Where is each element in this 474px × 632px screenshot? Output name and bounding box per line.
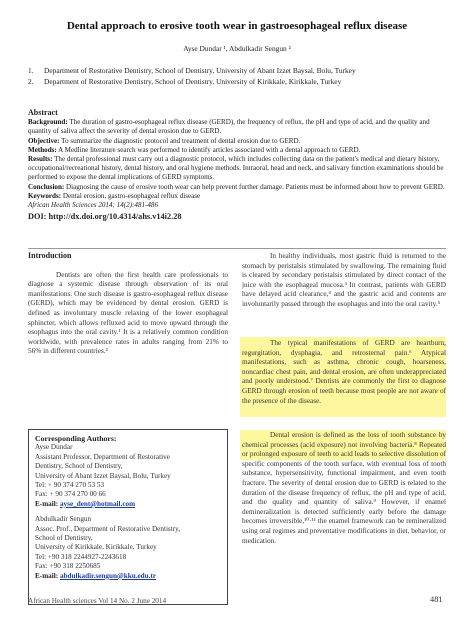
author1-email-row (35, 500, 221, 509)
label: Keywords: (28, 191, 62, 200)
text: A Medline literature search was performed to identify articles associated with a dental approach to GERD. (58, 145, 361, 154)
author2-line: University of Kirikkale, Kirikkale, Turkey (35, 543, 157, 552)
text: Dental erosion, gastro-esophageal reflux disease (62, 191, 201, 200)
affiliation-text: Department of Restorative Dentistry, School of Dentistry, University of Kirikkale, Kirikkale, Turkey (44, 76, 342, 86)
author2-line: Tel: +90 318 2244927-2243618 (35, 552, 127, 561)
label: Objective: (28, 136, 60, 145)
citation: African Health Sciences 2014; 14(2):481-486 (28, 201, 159, 210)
label: Background: (28, 118, 68, 127)
affiliation-text: Department of Restorative Dentistry, School of Dentistry, University of Abant Izzet Baysal, Bolu, Turkey (44, 66, 356, 75)
author2-email-row (35, 572, 221, 581)
author1-line: Tel: + 90 374 270 53 53 (35, 481, 105, 490)
affiliation-2 (28, 77, 458, 88)
author1-line: Fax: + 90 374 270 00 66 (35, 490, 106, 499)
abstract-results (28, 155, 452, 183)
journal-footer: African Health sciences Vol 14 No. 2 June 2014 (28, 597, 167, 605)
article-title: Dental approach to erosive tooth wear in gastroesophageal reflux disease (66, 20, 408, 32)
author-list: Ayse Dundar ¹, Abdulkadir Sengun ² (183, 44, 291, 53)
author2-line: Assoc. Prof., Department of Restorative Dentistry, (35, 524, 181, 533)
author1-line: Dentistry, School of Dentistry, (35, 462, 123, 471)
email-label: E-mail: (35, 571, 59, 580)
label: Methods: (28, 145, 57, 154)
paragraph-text: Repeated or prolonged exposure of teeth to acid leads to selective dissolution of specific components of the tooth surface, with eventual loss of tooth substance, hypersensitivity, functional impairment, and even tooth fracture. The severity of dental erosion due to GERD is related to the duration of the disease frequency of reflux, the pH and type of acid, and the quality and quantity of saliva.⁹ However, if enamel demineralization is detected sufficiently early before the damage becomes irreversible,¹⁰·¹¹ the enamel framework can be remineralized using oral regimes and preventative modifications in diet, behavior, or medication. (242, 440, 447, 545)
email-label: E-mail: (35, 499, 59, 508)
author1-line: Ayse Dundar (35, 443, 73, 452)
highlighted-text: Dental erosion is defined as the loss of tooth substance by chemical processes (acid exposure) not involving bacteria.⁸ (242, 431, 446, 449)
abstract-objective (28, 137, 452, 146)
right-paragraph-3 (242, 431, 446, 546)
page-number: 481 (430, 595, 443, 604)
corresponding-heading: Corresponding Authors: (35, 434, 117, 443)
author2-line: Fax: +90 318 2250685 (35, 562, 101, 571)
section-divider (28, 248, 446, 249)
affiliation-number: 1. (28, 66, 34, 75)
intro-paragraph: Dentists are often the first health care professionals to diagnose a systemic disease through observation of its oral manifestations. One such disease is gastro-esophageal reflux disease (GERD), which may be evidenced by dental erosion. GERD is defined as involuntary muscle relaxing of the lower esophageal sphincter, which allows refluxed acid to move upward through the esophagus into the oral cavity.¹ It is a relatively common condition worldwide, with prevalence rates in adults ranging from 21% to 56% in different countries.² (28, 270, 228, 356)
abstract-background (28, 118, 452, 136)
left-column (28, 251, 228, 357)
abstract-keywords (28, 192, 452, 201)
author1-email-link[interactable]: ayse_dent@hotmail.com (59, 499, 136, 508)
doi-link[interactable]: DOI: http://dx.doi.org/10.4314/ahs.v14i2.28 (28, 212, 182, 222)
author2-line: School of Dentistry, (35, 534, 93, 543)
text: The dental professional must carry out a diagnostic protocol, which includes collecting data on the patient's medical and dietary history, occupational/recreational history, dental history, and oral hygiene methods. Intraoral, head and neck, and salivary function examinations should be performed to expose the dental implications of GERD symptoms. (28, 155, 444, 182)
text: The duration of gastro-esophageal reflux disease (GERD), the frequency of reflux, the pH and type of acid, and the quality and quantity of saliva affect the severity of dental erosion due to GERD. (28, 118, 430, 136)
author1-line: Assistant Professor, Department of Restorative (35, 452, 170, 461)
abstract-block (28, 108, 452, 221)
right-paragraph-2 (242, 339, 446, 406)
paragraph-text: The typical manifestations of GERD are heartburn, regurgitation, dysphagia, and retrosternal pain.⁶ Atypical manifestations, such as asthma, chronic cough, hoarseness, noncardiac chest pain, and dental erosion, are often underappreciated and poorly understood.⁷ Dentists are commonly the first to diagnose GERD through erosion of teeth because most people are not aware of the presence of the disease. (242, 339, 446, 405)
affiliation-number: 2. (28, 76, 34, 86)
abstract-conclusion (28, 183, 452, 192)
affiliations (28, 66, 458, 87)
text: To summarize the diagnostic protocol and treatment of dental erosion due to GERD. (61, 136, 301, 145)
label: Conclusion: (28, 182, 65, 191)
author2-line: Abdulkadir Sengun (35, 515, 92, 524)
author1-line: University of Abant Izzet Baysal, Bolu, Turkey (35, 471, 171, 480)
corresponding-authors-box (28, 429, 228, 605)
affiliation-1 (28, 66, 458, 77)
label: Results: (28, 155, 53, 164)
abstract-heading: Abstract (28, 108, 58, 117)
right-paragraph-1 (242, 252, 446, 310)
author2-email-link[interactable]: abdulkadir.sengun@kku.edu.tr (59, 571, 157, 580)
introduction-heading: Introduction (28, 251, 72, 260)
abstract-methods (28, 146, 452, 155)
text: Diagnosing the cause of erosive tooth wear can help prevent further damage. Patients must be informed about how to prevent GERD. (66, 182, 445, 191)
paragraph-text: In healthy individuals, most gastric fluid is returned to the stomach by peristalsis stimulated by swallowing. The remaining fluid is cleared by secondary peristalsis stimulated by direct contact of the juice with the esophageal mucosa.³ In contrast, patients with GERD have delayed acid clearance,⁴ and the gastric acid and contents are involuntarily passed through the esophagus and into the oral cavity.⁵ (242, 252, 446, 308)
